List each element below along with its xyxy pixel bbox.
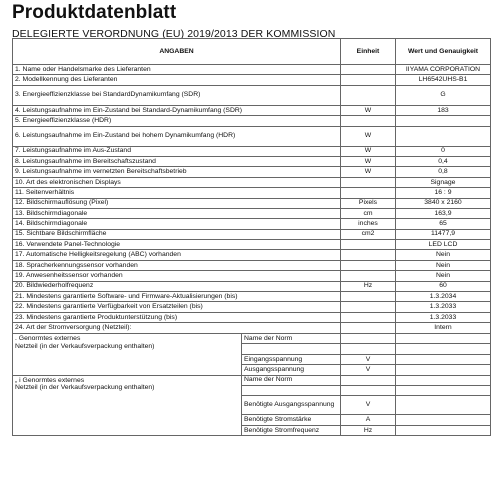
psu-external-input-label: Eingangsspannung: [242, 354, 341, 364]
empty-cell: [341, 375, 396, 385]
spec-label: 9. Leistungsaufnahme im vernetzten Bereitschaftsbetrieb: [13, 167, 341, 177]
empty-cell: [396, 365, 491, 375]
empty-cell: [396, 344, 491, 354]
psu-external-label-line2: Netzteil (in der Verkaufsverpackung enthalten): [15, 342, 155, 350]
spec-value: Signage: [396, 177, 491, 187]
table-row: [13, 250, 491, 260]
spec-unit: [341, 65, 396, 75]
spec-label: 20. Bildwiederholfrequenz: [13, 281, 341, 291]
table-row: [13, 167, 491, 177]
spec-value: LED LCD: [396, 240, 491, 250]
table-body: [13, 65, 491, 334]
spec-value: 0,4: [396, 156, 491, 166]
table-row: [13, 65, 491, 75]
table-row: [13, 260, 491, 270]
spec-label: 3. Energieeffizienzklasse bei StandardDynamikumfang (SDR): [13, 85, 341, 105]
spec-value: 11477,9: [396, 229, 491, 239]
spec-value: Nein: [396, 260, 491, 270]
spec-value: Nein: [396, 271, 491, 281]
psu-external-norm-label: Name der Norm: [242, 334, 341, 344]
spec-unit: [341, 188, 396, 198]
empty-cell: [341, 385, 396, 395]
spec-unit: [341, 240, 396, 250]
spec-label: 13. Bildschirmdiagonale: [13, 208, 341, 218]
spec-value: 1.3.2033: [396, 312, 491, 322]
regulation-subtitle: DELEGIERTE VERORDNUNG (EU) 2019/2013 DER KOMMISSION: [12, 28, 336, 40]
spec-value: 163,9: [396, 208, 491, 218]
spec-unit: W: [341, 126, 396, 146]
spec-unit: [341, 75, 396, 85]
empty-cell: [396, 354, 491, 364]
spec-unit: [341, 292, 396, 302]
table-row: [13, 334, 491, 344]
empty-cell: [242, 344, 341, 354]
spec-value: G: [396, 85, 491, 105]
table-row: [13, 375, 491, 385]
spec-label: 1. Name oder Handelsmarke des Lieferanten: [13, 65, 341, 75]
column-header-angaben: ANGABEN: [13, 39, 341, 65]
spec-label: 19. Anwesenheitssensor vorhanden: [13, 271, 341, 281]
power-supply-table: [12, 333, 491, 436]
psu-nonstandard-voltage-label: Benötigte Ausgangsspannung: [242, 396, 341, 415]
empty-cell: [341, 344, 396, 354]
spec-label: 8. Leistungsaufnahme im Bereitschaftszustand: [13, 156, 341, 166]
table-row: [13, 188, 491, 198]
spec-value: 0,8: [396, 167, 491, 177]
psu-nonstandard-current-label: Benötigte Stromstärke: [242, 415, 341, 425]
empty-cell: [396, 425, 491, 435]
empty-cell: [396, 415, 491, 425]
spec-value: 0: [396, 146, 491, 156]
spec-label: 7. Leistungsaufnahme im Aus-Zustand: [13, 146, 341, 156]
column-header-wert: Wert und Genauigkeit: [396, 39, 491, 65]
spec-value: [396, 116, 491, 126]
spec-unit: Pixels: [341, 198, 396, 208]
spec-unit: [341, 260, 396, 270]
spec-unit: [341, 177, 396, 187]
table-row: [13, 85, 491, 105]
empty-cell: [396, 334, 491, 344]
spec-label: 21. Mindestens garantierte Software- und Firmware-Aktualisierungen (bis): [13, 292, 341, 302]
table-row: [13, 229, 491, 239]
psu-nonstandard-voltage-unit: V: [341, 396, 396, 415]
table-row: [13, 105, 491, 115]
spec-value: 1.3.2033: [396, 302, 491, 312]
spec-unit: W: [341, 156, 396, 166]
spec-unit: [341, 85, 396, 105]
spec-unit: [341, 271, 396, 281]
table-row: [13, 208, 491, 218]
spec-unit: W: [341, 105, 396, 115]
table-row: [13, 146, 491, 156]
spec-unit: Hz: [341, 281, 396, 291]
table-row: [13, 271, 491, 281]
page-title: Produktdatenblatt: [12, 2, 177, 23]
spec-unit: [341, 116, 396, 126]
spec-label: 24. Art der Stromversorgung (Netzteil):: [13, 323, 341, 333]
table-row: [13, 302, 491, 312]
empty-cell: [396, 375, 491, 385]
table-row: [13, 312, 491, 322]
table-row: [13, 292, 491, 302]
table-header-row: [13, 39, 491, 65]
spec-unit: [341, 302, 396, 312]
spec-label: 22. Mindestens garantierte Verfügbarkeit von Ersatzteilen (bis): [13, 302, 341, 312]
psu-nonstandard-label: [13, 375, 242, 436]
spec-label: 11. Seitenverhältnis: [13, 188, 341, 198]
psu-external-label-line1: . Genormtes externes: [15, 335, 81, 342]
psu-nonstandard-label-line1: „ i Genormtes externes: [15, 376, 85, 384]
spec-label: 15. Sichtbare Bildschirmfläche: [13, 229, 341, 239]
psu-nonstandard-current-unit: A: [341, 415, 396, 425]
spec-value: [396, 126, 491, 146]
spec-label: 14. Bildschirmdiagonale: [13, 219, 341, 229]
spec-label: 5. Energieeffizienzklasse (HDR): [13, 116, 341, 126]
spec-value: 65: [396, 219, 491, 229]
psu-nonstandard-label-line2: Netzteil (in der Verkaufsverpackung enthalten): [15, 384, 155, 392]
psu-nonstandard-frequency-label: Benötigte Stromfrequenz: [242, 425, 341, 435]
spec-unit: [341, 323, 396, 333]
table-row: [13, 126, 491, 146]
empty-cell: [341, 334, 396, 344]
spec-label: 10. Art des elektronischen Displays: [13, 177, 341, 187]
table-row: [13, 240, 491, 250]
table-row: [13, 177, 491, 187]
table-row: [13, 198, 491, 208]
spec-unit: [341, 250, 396, 260]
spec-unit: W: [341, 146, 396, 156]
spec-label: 16. Verwendete Panel-Technologie: [13, 240, 341, 250]
column-header-einheit: Einheit: [341, 39, 396, 65]
spec-value: 1.3.2034: [396, 292, 491, 302]
psu-external-output-label: Ausgangsspannung: [242, 365, 341, 375]
table-row: [13, 323, 491, 333]
spec-unit: inches: [341, 219, 396, 229]
psu-external-label: [13, 334, 242, 376]
empty-cell: [242, 385, 341, 395]
table-row: [13, 156, 491, 166]
spec-unit: cm: [341, 208, 396, 218]
table-row: [13, 75, 491, 85]
table-row: [13, 281, 491, 291]
empty-cell: [396, 385, 491, 395]
spec-unit: cm2: [341, 229, 396, 239]
spec-value: Intern: [396, 323, 491, 333]
spec-value: Nein: [396, 250, 491, 260]
spec-value: 60: [396, 281, 491, 291]
spec-unit: W: [341, 167, 396, 177]
spec-unit: [341, 312, 396, 322]
table-row: [13, 219, 491, 229]
spec-value: IIYAMA CORPORATION: [396, 65, 491, 75]
spec-label: 17. Automatische Helligkeitsregelung (ABC) vorhanden: [13, 250, 341, 260]
psu-nonstandard-frequency-unit: Hz: [341, 425, 396, 435]
product-data-table: [12, 38, 491, 334]
spec-value: 3840 x 2160: [396, 198, 491, 208]
spec-label: 2. Modellkennung des Lieferanten: [13, 75, 341, 85]
psu-nonstandard-norm-label: Name der Norm: [242, 375, 341, 385]
spec-value: LH6542UHS-B1: [396, 75, 491, 85]
spec-label: 4. Leistungsaufnahme im Ein-Zustand bei Standard-Dynamikumfang (SDR): [13, 105, 341, 115]
spec-label: 18. Spracherkennungssensor vorhanden: [13, 260, 341, 270]
spec-value: 16 : 9: [396, 188, 491, 198]
empty-cell: [396, 396, 491, 415]
spec-label: 12. Bildschirmauflösung (Pixel): [13, 198, 341, 208]
psu-external-input-unit: V: [341, 354, 396, 364]
spec-value: 183: [396, 105, 491, 115]
psu-external-output-unit: V: [341, 365, 396, 375]
table-row: [13, 116, 491, 126]
spec-label: 23. Mindestens garantierte Produktunterstützung (bis): [13, 312, 341, 322]
spec-label: 6. Leistungsaufnahme im Ein-Zustand bei hohem Dynamikumfang (HDR): [13, 126, 341, 146]
